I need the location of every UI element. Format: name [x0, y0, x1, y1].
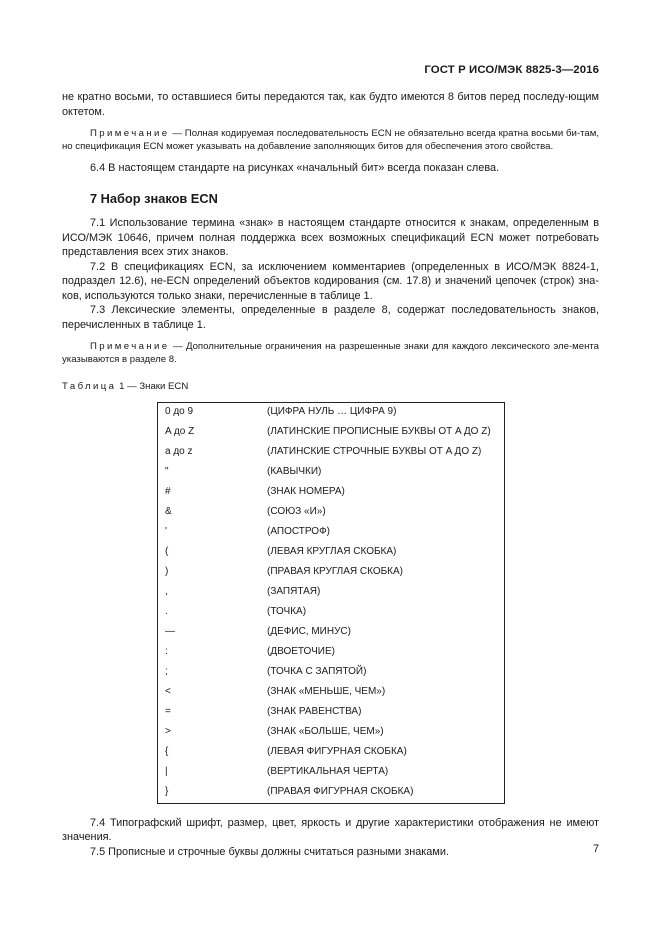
- table-cell-symbol: >: [165, 726, 171, 738]
- note-1-text: — Полная кодируемая последовательность ECN не обязательно всегда кратна восьми би-там, но спецификация ECN может указывать на добавление заполняющих битов для обеспечения этого свойства.: [62, 128, 599, 152]
- table-row: [158, 423, 505, 443]
- table-cell-description: (ЗАПЯТАЯ): [267, 586, 321, 598]
- table-cell-symbol: &: [165, 506, 172, 518]
- paragraph-7-1: 7.1 Использование термина «знак» в настоящем стандарте относится к знакам, определенным в ИСО/МЭК 10646, причем полная поддержка всех возможных спецификаций ECN может потребовать представления всех этих знаков.: [62, 217, 599, 258]
- table-row: [158, 563, 505, 583]
- table-cell-symbol: }: [158, 783, 261, 804]
- table-cell-description: (ЛАТИНСКИЕ ПРОПИСНЫЕ БУКВЫ ОТ A ДО Z): [267, 426, 491, 438]
- table-cell-symbol: :: [165, 646, 168, 658]
- table-row: [158, 543, 505, 563]
- paragraph-7-5: 7.5 Прописные и строчные буквы должны считаться разными знаками.: [90, 845, 449, 858]
- table-cell-symbol: a до z: [165, 446, 193, 458]
- table-row: [158, 783, 505, 804]
- table-row: [158, 683, 505, 703]
- note-1: [62, 127, 599, 153]
- table-caption-text: 1 — Знаки ECN: [116, 381, 189, 392]
- paragraph-7-4: 7.4 Типографский шрифт, размер, цвет, яркость и другие характеристики отображения не имеют значения.: [62, 816, 599, 843]
- paragraph-7-3: 7.3 Лексические элементы, определенные в разделе 8, содержат последовательность знаков, перечисленных в таблице 1.: [62, 304, 599, 331]
- table-row: [158, 583, 505, 603]
- table-cell-description: (ЗНАК «МЕНЬШЕ, ЧЕМ»): [267, 686, 386, 698]
- table-cell-description: (ВЕРТИКАЛЬНАЯ ЧЕРТА): [267, 766, 389, 778]
- table-cell-description: (ЦИФРА НУЛЬ … ЦИФРА 9): [260, 402, 505, 423]
- table-cell-symbol: A до Z: [165, 426, 195, 438]
- table-cell-symbol: ": [165, 466, 169, 478]
- table-cell-description: (ДЕФИС, МИНУС): [267, 626, 351, 638]
- table-row: [158, 463, 505, 483]
- table-cell-symbol: ;: [165, 666, 168, 678]
- table-row: [158, 703, 505, 723]
- table-cell-symbol: 0 до 9: [158, 402, 261, 423]
- document-body: [62, 90, 599, 859]
- table-cell-symbol: .: [165, 606, 168, 618]
- table-cell-description: (ЛЕВАЯ ФИГУРНАЯ СКОБКА): [267, 746, 407, 758]
- ecn-table-body: [158, 402, 505, 803]
- table-cell-symbol: =: [165, 706, 171, 718]
- table-cell-description: (ПРАВАЯ КРУГЛАЯ СКОБКА): [267, 566, 404, 578]
- table-cell-description: (ЛАТИНСКИЕ СТРОЧНЫЕ БУКВЫ ОТ A ДО Z): [267, 446, 482, 458]
- paragraph-7-2: 7.2 В спецификациях ECN, за исключением комментариев (определенных в ИСО/МЭК 8824-1, подраздел 12.6), не-ECN определений объектов кодирования (см. 17.8) и значений цепочек (строк) зна-ков, используются только знаки, перечисленные в таблице 1.: [62, 260, 599, 302]
- table-cell-description: (СОЮЗ «И»): [267, 506, 326, 518]
- table-row: [158, 663, 505, 683]
- section-7-title: 7 Набор знаков ECN: [90, 190, 218, 206]
- table-cell-symbol: ): [165, 566, 169, 578]
- table-row: [158, 523, 505, 543]
- table-cell-symbol: {: [165, 746, 169, 758]
- note-1-lead: Примечание: [90, 128, 170, 139]
- table-cell-description: (ЛЕВАЯ КРУГЛАЯ СКОБКА): [267, 546, 397, 558]
- table-row: [158, 603, 505, 623]
- note-2: [62, 340, 599, 366]
- table-row: [158, 402, 505, 423]
- table-cell-symbol: #: [165, 486, 171, 498]
- table-cell-symbol: —: [165, 626, 175, 638]
- ecn-characters-table: [157, 402, 505, 804]
- note-2-text: — Дополнительные ограничения на разрешенные знаки для каждого лексического эле-мента указываются в разделе 8.: [62, 341, 599, 365]
- table-cell-symbol: ': [165, 526, 167, 538]
- table-cell-description: (ТОЧКА С ЗАПЯТОЙ): [267, 666, 367, 678]
- paragraph-6-4: 6.4 В настоящем стандарте на рисунках «начальный бит» всегда показан слева.: [90, 162, 500, 174]
- table-cell-description: (ДВОЕТОЧИЕ): [267, 646, 335, 658]
- table-row: [158, 483, 505, 503]
- table-row: [158, 623, 505, 643]
- table-row: [158, 723, 505, 743]
- table-cell-description: (ЗНАК «БОЛЬШЕ, ЧЕМ»): [267, 726, 384, 738]
- table-row: [158, 503, 505, 523]
- table-row: [158, 743, 505, 763]
- table-caption-lead: Таблица: [62, 381, 117, 392]
- table-row: [158, 643, 505, 663]
- table-cell-description: (ПРАВАЯ ФИГУРНАЯ СКОБКА): [260, 783, 505, 804]
- table-cell-description: (ТОЧКА): [267, 606, 307, 618]
- table-cell-description: (ЗНАК НОМЕРА): [267, 486, 345, 498]
- document-header: ГОСТ Р ИСО/МЭК 8825-3—2016: [424, 64, 599, 76]
- table-cell-symbol: (: [165, 546, 169, 558]
- page-number: 7: [592, 843, 599, 855]
- note-2-lead: Примечание: [90, 341, 170, 352]
- table-cell-symbol: <: [165, 686, 171, 698]
- table-cell-description: (АПОСТРОФ): [267, 526, 331, 538]
- table-row: [158, 763, 505, 783]
- table-cell-description: (ЗНАК РАВЕНСТВА): [267, 706, 362, 718]
- table-caption: [62, 380, 599, 395]
- table-cell-description: (КАВЫЧКИ): [267, 466, 322, 478]
- table-row: [158, 443, 505, 463]
- table-cell-symbol: ,: [165, 586, 168, 598]
- table-cell-symbol: |: [165, 766, 168, 778]
- paragraph-continued: не кратно восьми, то оставшиеся биты передаются так, как будто имеются 8 битов перед последу-ющим октетом.: [62, 91, 599, 118]
